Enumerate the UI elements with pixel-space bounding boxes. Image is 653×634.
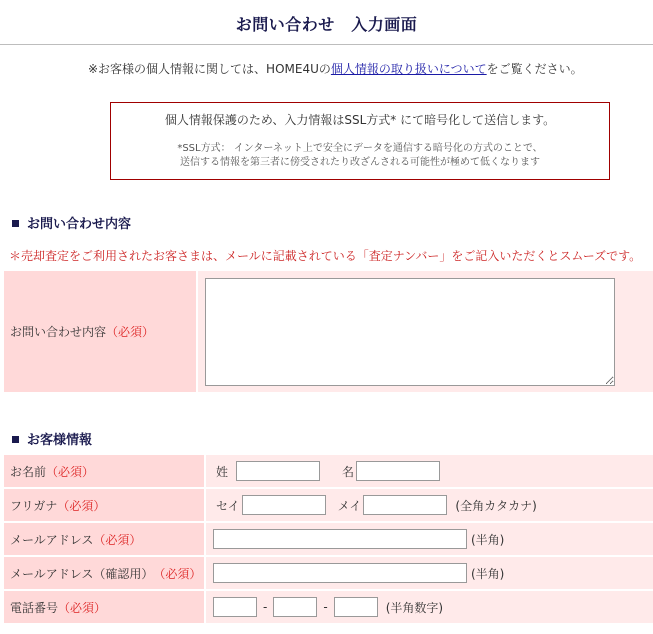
required-mark: （必須） bbox=[46, 464, 95, 479]
phone-label-cell bbox=[4, 591, 204, 623]
phone-hint: (半角数字) bbox=[385, 600, 444, 615]
assessment-number-notice: ＊売却査定をご利用されたお客さまは、メールに記載されている「査定ナンバー」をご記入いただくとスムーズです。 bbox=[9, 249, 642, 263]
square-bullet-icon bbox=[12, 436, 19, 443]
inquiry-textarea[interactable] bbox=[205, 278, 615, 386]
email-confirm-field-cell bbox=[206, 557, 653, 589]
inquiry-label: お問い合わせ内容 bbox=[10, 325, 107, 339]
inquiry-field-cell bbox=[198, 271, 653, 392]
email-field-cell bbox=[206, 523, 653, 555]
section-heading-customer bbox=[12, 429, 92, 448]
inquiry-label-cell bbox=[4, 271, 196, 392]
required-mark: （必須） bbox=[58, 600, 107, 615]
phone-separator: - bbox=[263, 600, 268, 614]
email-confirm-hint: (半角) bbox=[471, 566, 505, 581]
email-confirm-label: メールアドレス（確認用） bbox=[10, 566, 154, 581]
phone-part3-input[interactable] bbox=[334, 597, 378, 617]
phone-part1-input[interactable] bbox=[213, 597, 257, 617]
name-label: お名前 bbox=[10, 464, 47, 479]
privacy-note-text-after: をご覧ください。 bbox=[486, 62, 583, 76]
section-heading-customer-label: お客様情報 bbox=[27, 433, 93, 448]
privacy-note bbox=[88, 60, 583, 77]
email-label-cell bbox=[4, 523, 204, 555]
ssl-notice-box bbox=[110, 102, 610, 180]
ssl-footnote-line2: 送信する情報を第三者に傍受されたり改ざんされる可能性が極めて低くなります bbox=[180, 157, 540, 168]
email-input[interactable] bbox=[213, 529, 467, 549]
privacy-policy-link[interactable]: 個人情報の取り扱いについて bbox=[330, 62, 487, 76]
phone-label: 電話番号 bbox=[10, 600, 59, 615]
square-bullet-icon bbox=[12, 220, 19, 227]
required-mark: （必須） bbox=[93, 532, 142, 547]
section-heading-inquiry-label: お問い合わせ内容 bbox=[27, 217, 132, 232]
email-hint: (半角) bbox=[471, 532, 505, 547]
ssl-footnote-line1: *SSL方式： インターネット上で安全にデータを通信する暗号化の方式のことで、 bbox=[177, 143, 543, 154]
email-confirm-input[interactable] bbox=[213, 563, 467, 583]
required-mark: （必須） bbox=[106, 325, 155, 339]
last-name-kana-input[interactable] bbox=[242, 495, 326, 515]
first-name-input[interactable] bbox=[356, 461, 440, 481]
ssl-footnote bbox=[111, 142, 609, 170]
mei-label: 名 bbox=[342, 464, 355, 479]
kana-hint: (全角カタカナ) bbox=[455, 498, 537, 513]
last-name-input[interactable] bbox=[236, 461, 320, 481]
privacy-note-text-before: ※お客様の個人情報に関しては、HOME4Uの bbox=[88, 62, 331, 76]
required-mark: （必須） bbox=[57, 498, 106, 513]
page-title: お問い合わせ 入力画面 bbox=[235, 15, 418, 34]
email-confirm-label-cell bbox=[4, 557, 204, 589]
phone-part2-input[interactable] bbox=[273, 597, 317, 617]
kana-label: フリガナ bbox=[10, 498, 58, 513]
kana-field-cell bbox=[206, 489, 653, 521]
ssl-main-text: 個人情報保護のため、入力情報はSSL方式* にて暗号化して送信します。 bbox=[164, 113, 556, 127]
email-label: メールアドレス bbox=[10, 532, 94, 547]
mei-kana-label: メイ bbox=[337, 498, 362, 513]
name-field-cell bbox=[206, 455, 653, 487]
kana-label-cell bbox=[4, 489, 204, 521]
required-mark: （必須） bbox=[153, 566, 202, 581]
phone-separator: - bbox=[323, 600, 328, 614]
name-label-cell bbox=[4, 455, 204, 487]
phone-field-cell bbox=[206, 591, 653, 623]
sei-label: 姓 bbox=[216, 464, 229, 479]
title-divider bbox=[0, 44, 653, 45]
first-name-kana-input[interactable] bbox=[363, 495, 447, 515]
section-heading-inquiry bbox=[12, 213, 131, 232]
sei-kana-label: セイ bbox=[216, 498, 240, 513]
